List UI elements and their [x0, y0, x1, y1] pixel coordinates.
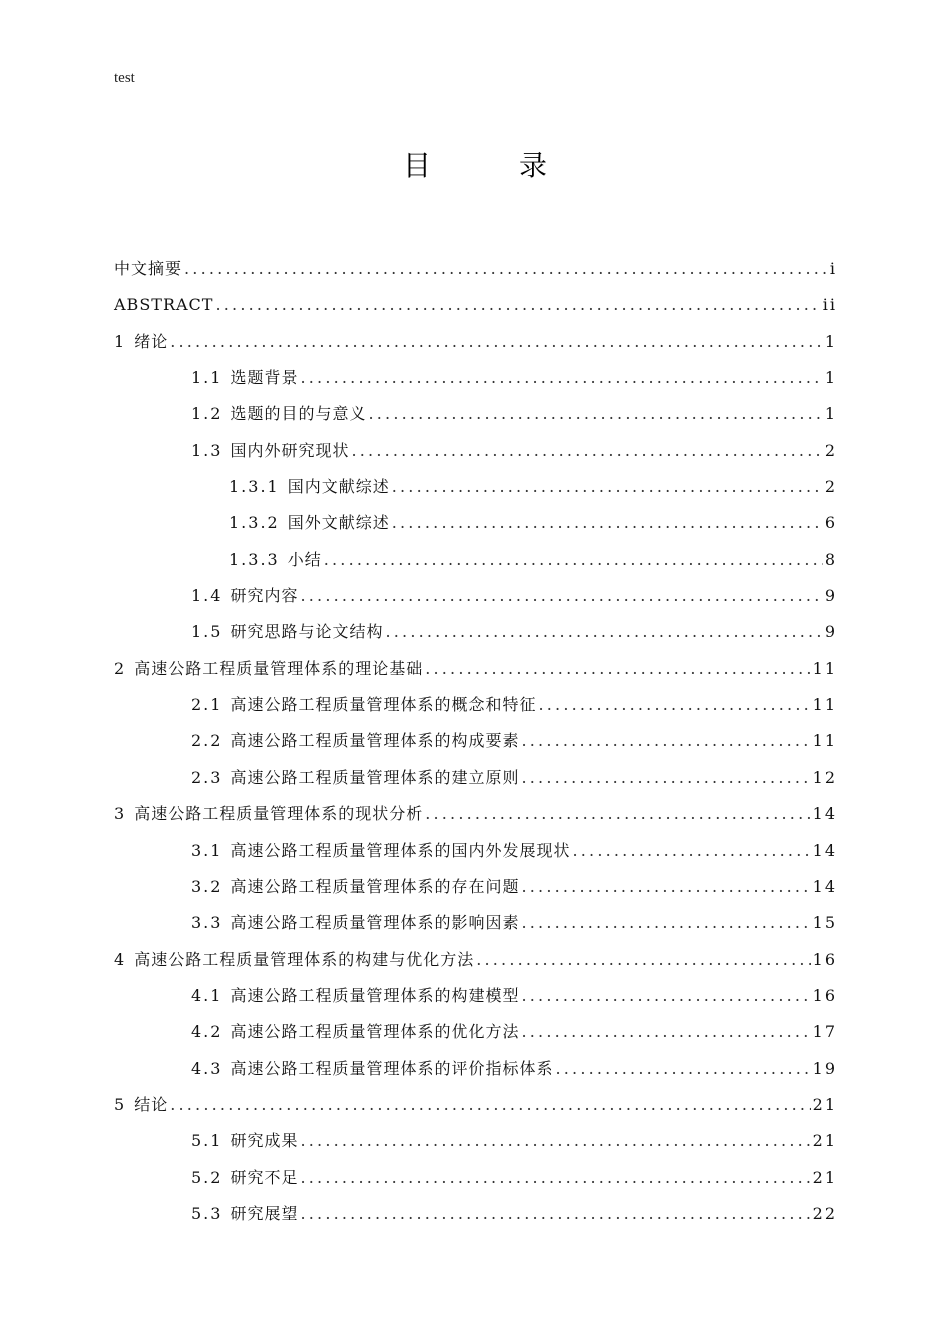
toc-entry[interactable]: [114, 546, 837, 582]
toc-entry-page-number: 9: [824, 622, 837, 642]
toc-dot-leader: [368, 400, 822, 428]
toc-entry-page-number: 22: [812, 1203, 837, 1223]
toc-entry-number: 3.2: [191, 876, 223, 896]
toc-entry-number: 5.2: [191, 1167, 223, 1187]
toc-entry-number: 5.1: [191, 1131, 223, 1151]
table-of-contents: [114, 255, 837, 1236]
toc-entry-number: 2.2: [191, 731, 223, 751]
toc-entry-page-number: 14: [812, 840, 837, 860]
toc-entry-number: 2: [114, 658, 127, 678]
toc-dot-leader: [300, 1200, 810, 1228]
page-header-text: test: [114, 70, 135, 86]
toc-entry-number: 3.3: [191, 913, 223, 933]
toc-entry-number: 1.1: [191, 368, 223, 388]
toc-entry-title: 国内文献综述: [287, 477, 390, 497]
toc-entry-page-number: 9: [824, 586, 837, 606]
toc-entry-title: 高速公路工程质量管理体系的影响因素: [230, 913, 520, 933]
toc-dot-leader: [215, 291, 820, 319]
toc-entry-page-number: 16: [812, 985, 837, 1005]
toc-dot-leader: [385, 618, 822, 646]
toc-dot-leader: [425, 800, 810, 828]
toc-dot-leader: [572, 837, 810, 865]
toc-entry[interactable]: [114, 364, 837, 400]
toc-entry-page-number: 6: [824, 513, 837, 533]
toc-entry-number: 1.2: [191, 404, 223, 424]
toc-entry[interactable]: [114, 946, 837, 982]
toc-entry-title: 高速公路工程质量管理体系的构成要素: [230, 731, 520, 751]
toc-entry-page-number: 15: [812, 913, 837, 933]
toc-entry[interactable]: [114, 727, 837, 763]
toc-dot-leader: [476, 946, 810, 974]
toc-entry-page-number: 1: [824, 404, 837, 424]
toc-title: 目 录: [402, 149, 577, 182]
toc-entry-title: 高速公路工程质量管理体系的概念和特征: [230, 695, 537, 715]
toc-entry-number: 1: [114, 331, 127, 351]
toc-entry-number: 1.4: [191, 586, 223, 606]
toc-entry-page-number: 21: [812, 1094, 837, 1114]
toc-entry-page-number: 12: [812, 767, 837, 787]
toc-dot-leader: [351, 437, 822, 465]
toc-entry-title: 国内外研究现状: [230, 440, 350, 460]
toc-entry-number: 1.3: [191, 440, 223, 460]
toc-entry-number: 5: [114, 1094, 127, 1114]
toc-entry[interactable]: [114, 582, 837, 618]
toc-entry-title: 选题背景: [230, 368, 299, 388]
toc-dot-leader: [300, 582, 822, 610]
toc-entry-title: 高速公路工程质量管理体系的建立原则: [230, 767, 520, 787]
toc-entry[interactable]: [114, 691, 837, 727]
toc-entry-title: 高速公路工程质量管理体系的评价指标体系: [230, 1058, 554, 1078]
toc-entry-number: 5.3: [191, 1203, 223, 1223]
toc-entry-title: 高速公路工程质量管理体系的现状分析: [134, 804, 424, 824]
toc-entry[interactable]: [114, 655, 837, 691]
toc-entry-title: 结论: [134, 1094, 169, 1114]
toc-entry-title: 中文摘要: [114, 259, 183, 278]
toc-dot-leader: [300, 1127, 810, 1155]
toc-entry-title: 高速公路工程质量管理体系的理论基础: [134, 658, 424, 678]
toc-entry-page-number: 19: [812, 1058, 837, 1078]
toc-entry-page-number: 2: [824, 440, 837, 460]
toc-entry-title: 高速公路工程质量管理体系的构建模型: [230, 985, 520, 1005]
toc-entry[interactable]: [114, 837, 837, 873]
toc-entry-title: 国外文献综述: [287, 513, 390, 533]
toc-entry-title: 选题的目的与意义: [230, 404, 367, 424]
toc-entry-page-number: 14: [812, 804, 837, 824]
toc-entry-page-number: 21: [812, 1131, 837, 1151]
toc-entry-title: 高速公路工程质量管理体系的存在问题: [230, 876, 520, 896]
toc-dot-leader: [184, 255, 828, 283]
toc-dot-leader: [521, 982, 810, 1010]
toc-entry[interactable]: [114, 1127, 837, 1163]
toc-dot-leader: [392, 509, 823, 537]
toc-entry-number: 1.3.3: [229, 549, 280, 569]
toc-entry-page-number: 8: [824, 549, 837, 569]
toc-entry-title: 研究不足: [230, 1167, 299, 1187]
toc-entry-page-number: 11: [812, 695, 837, 715]
toc-entry-page-number: 21: [812, 1167, 837, 1187]
toc-entry[interactable]: [114, 437, 837, 473]
toc-entry-page-number: i: [829, 259, 837, 278]
toc-entry-number: 1.3.2: [229, 513, 280, 533]
toc-dot-leader: [392, 473, 823, 501]
toc-entry-number: 2.1: [191, 695, 223, 715]
toc-entry-page-number: 16: [812, 949, 837, 969]
toc-entry[interactable]: [114, 618, 837, 654]
toc-dot-leader: [170, 328, 823, 356]
toc-entry-number: 4.1: [191, 985, 223, 1005]
toc-entry-number: 3: [114, 804, 127, 824]
toc-entry-title: 研究思路与论文结构: [230, 622, 384, 642]
toc-entry-title: 研究展望: [230, 1203, 299, 1223]
toc-dot-leader: [300, 364, 822, 392]
toc-entry-page-number: 17: [812, 1022, 837, 1042]
toc-dot-leader: [170, 1091, 810, 1119]
toc-entry[interactable]: [114, 1200, 837, 1236]
toc-entry-number: 1.5: [191, 622, 223, 642]
toc-entry-title: 高速公路工程质量管理体系的构建与优化方法: [134, 949, 475, 969]
toc-entry[interactable]: [114, 1091, 837, 1127]
toc-entry-title: ABSTRACT: [114, 295, 214, 315]
toc-entry[interactable]: [114, 473, 837, 509]
toc-entry-page-number: 1: [824, 368, 837, 388]
toc-entry-number: 1.3.1: [229, 477, 280, 497]
toc-entry-title: 小结: [287, 549, 322, 569]
toc-entry[interactable]: [114, 909, 837, 945]
toc-dot-leader: [425, 655, 810, 683]
toc-entry-title: 绪论: [134, 331, 169, 351]
toc-dot-leader: [521, 727, 810, 755]
toc-entry[interactable]: [114, 400, 837, 436]
toc-entry[interactable]: [114, 509, 837, 545]
toc-dot-leader: [521, 764, 810, 792]
toc-entry[interactable]: [114, 255, 837, 291]
toc-entry[interactable]: [114, 291, 837, 327]
toc-entry-number: 4: [114, 949, 127, 969]
toc-dot-leader: [521, 1018, 810, 1046]
toc-entry[interactable]: [114, 1055, 837, 1091]
toc-entry-page-number: 2: [824, 477, 837, 497]
toc-entry-title: 高速公路工程质量管理体系的国内外发展现状: [230, 840, 571, 860]
toc-entry[interactable]: [114, 800, 837, 836]
toc-entry-page-number: 11: [812, 658, 837, 678]
toc-entry-title: 研究成果: [230, 1131, 299, 1151]
toc-entry-title: 高速公路工程质量管理体系的优化方法: [230, 1022, 520, 1042]
toc-entry[interactable]: [114, 764, 837, 800]
toc-entry-page-number: 14: [812, 876, 837, 896]
toc-entry-number: 2.3: [191, 767, 223, 787]
toc-entry[interactable]: [114, 1164, 837, 1200]
toc-entry-page-number: 1: [824, 331, 837, 351]
toc-entry[interactable]: [114, 1018, 837, 1054]
toc-dot-leader: [555, 1055, 810, 1083]
toc-entry-number: 4.2: [191, 1022, 223, 1042]
toc-entry-number: 4.3: [191, 1058, 223, 1078]
toc-dot-leader: [521, 909, 810, 937]
toc-entry-page-number: 11: [812, 731, 837, 751]
toc-dot-leader: [521, 873, 810, 901]
toc-entry[interactable]: [114, 873, 837, 909]
toc-entry-number: 3.1: [191, 840, 223, 860]
toc-dot-leader: [324, 546, 823, 574]
toc-entry-title: 研究内容: [230, 586, 299, 606]
toc-dot-leader: [300, 1164, 810, 1192]
toc-entry[interactable]: [114, 328, 837, 364]
toc-entry-page-number: ii: [822, 295, 837, 315]
toc-entry[interactable]: [114, 982, 837, 1018]
toc-dot-leader: [538, 691, 810, 719]
